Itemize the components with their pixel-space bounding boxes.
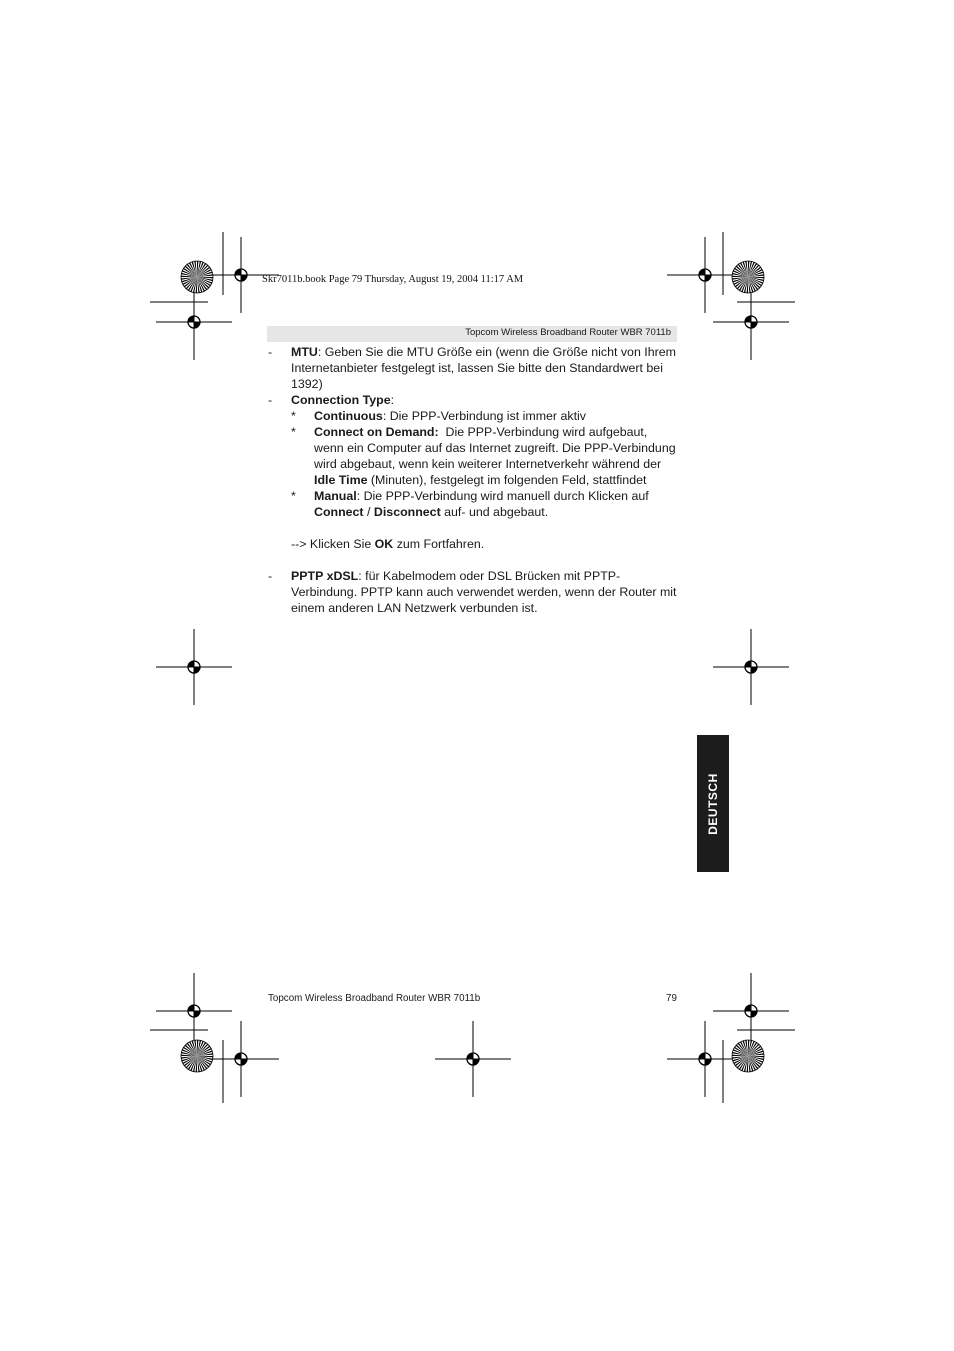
registration-mark-icon: [713, 629, 789, 705]
bullet-marker: *: [291, 425, 296, 439]
sub-item-manual: [268, 488, 680, 520]
book-slug: Skr7011b.book Page 79 Thursday, August 19, 2004 11:17 AM: [262, 274, 524, 285]
text-pptp: : für Kabelmodem oder DSL Brücken mit PPTP-Verbindung. PPTP kann auch verwendet werden, wenn der Router mit einem anderen LAN Netzwerk verbunden ist.: [291, 569, 677, 615]
list-marker: -: [268, 393, 273, 407]
list-item-pptp: [268, 568, 680, 616]
footer-title: Topcom Wireless Broadband Router WBR 7011b: [268, 993, 481, 1004]
term-continuous: Continuous: [314, 409, 383, 423]
list-marker: -: [268, 345, 273, 359]
term-disconnect: Disconnect: [373, 505, 441, 519]
body-content: [268, 344, 680, 616]
registration-mark-icon: [713, 973, 789, 1049]
text-manual-2: /: [363, 505, 374, 519]
registration-mark-icon: [156, 284, 232, 360]
language-tab: [697, 735, 729, 872]
term-pptp: PPTP xDSL: [291, 569, 359, 583]
text-continue-2: zum Fortfahren.: [393, 537, 485, 551]
sub-item-connect-on-demand: [268, 424, 680, 488]
list-marker: -: [268, 569, 273, 583]
term-ok: OK: [374, 537, 394, 551]
term-manual: Manual: [314, 489, 357, 503]
bullet-marker: *: [291, 409, 296, 423]
running-header: Topcom Wireless Broadband Router WBR 7011b: [465, 327, 671, 338]
text-connection-type: :: [390, 393, 395, 407]
term-connection-type: Connection Type: [291, 393, 391, 407]
text-manual-3: auf- und abgebaut.: [440, 505, 549, 519]
registration-mark-icon: [435, 1021, 511, 1097]
sub-item-continuous: [268, 408, 680, 424]
registration-mark-icon: [156, 973, 232, 1049]
text-connect-on-demand-2: (Minuten), festgelegt im folgenden Feld, stattfindet: [367, 473, 647, 487]
starburst-mark-icon: [181, 1040, 213, 1072]
text-manual-1: : Die PPP-Verbindung wird manuell durch Klicken auf: [356, 489, 649, 503]
term-idle-time: Idle Time: [314, 473, 368, 487]
page-number: 79: [666, 993, 677, 1004]
list-item-mtu: [268, 344, 680, 392]
continue-note: [268, 536, 680, 552]
text-mtu: : Geben Sie die MTU Größe ein (wenn die Größe nicht von Ihrem Internetanbieter festgelegt ist, lassen Sie bitte den Standardwert bei 1392): [291, 345, 676, 391]
registration-mark-icon: [713, 284, 789, 360]
text-continuous: : Die PPP-Verbindung ist immer aktiv: [382, 409, 586, 423]
text-connect-on-demand-1: Die PPP-Verbindung wird aufgebaut, wenn ein Computer auf das Internet zugreift. Die PPP-Verbindung wird abgebaut, wenn kein weiterer Internetverkehr während der: [314, 425, 680, 471]
registration-mark-icon: [667, 1021, 743, 1097]
starburst-mark-icon: [732, 261, 764, 293]
starburst-mark-icon: [732, 1040, 764, 1072]
registration-mark-icon: [156, 629, 232, 705]
language-tab-label: DEUTSCH: [706, 772, 720, 835]
registration-mark-icon: [203, 1021, 279, 1097]
term-mtu: MTU: [291, 345, 318, 359]
term-connect-on-demand: Connect on Demand:: [314, 425, 439, 439]
starburst-mark-icon: [181, 261, 213, 293]
list-item-connection-type: [268, 392, 680, 408]
registration-mark-icon: [667, 237, 743, 313]
term-connect: Connect: [314, 505, 364, 519]
text-continue-1: --> Klicken Sie: [291, 537, 375, 551]
bullet-marker: *: [291, 489, 296, 503]
